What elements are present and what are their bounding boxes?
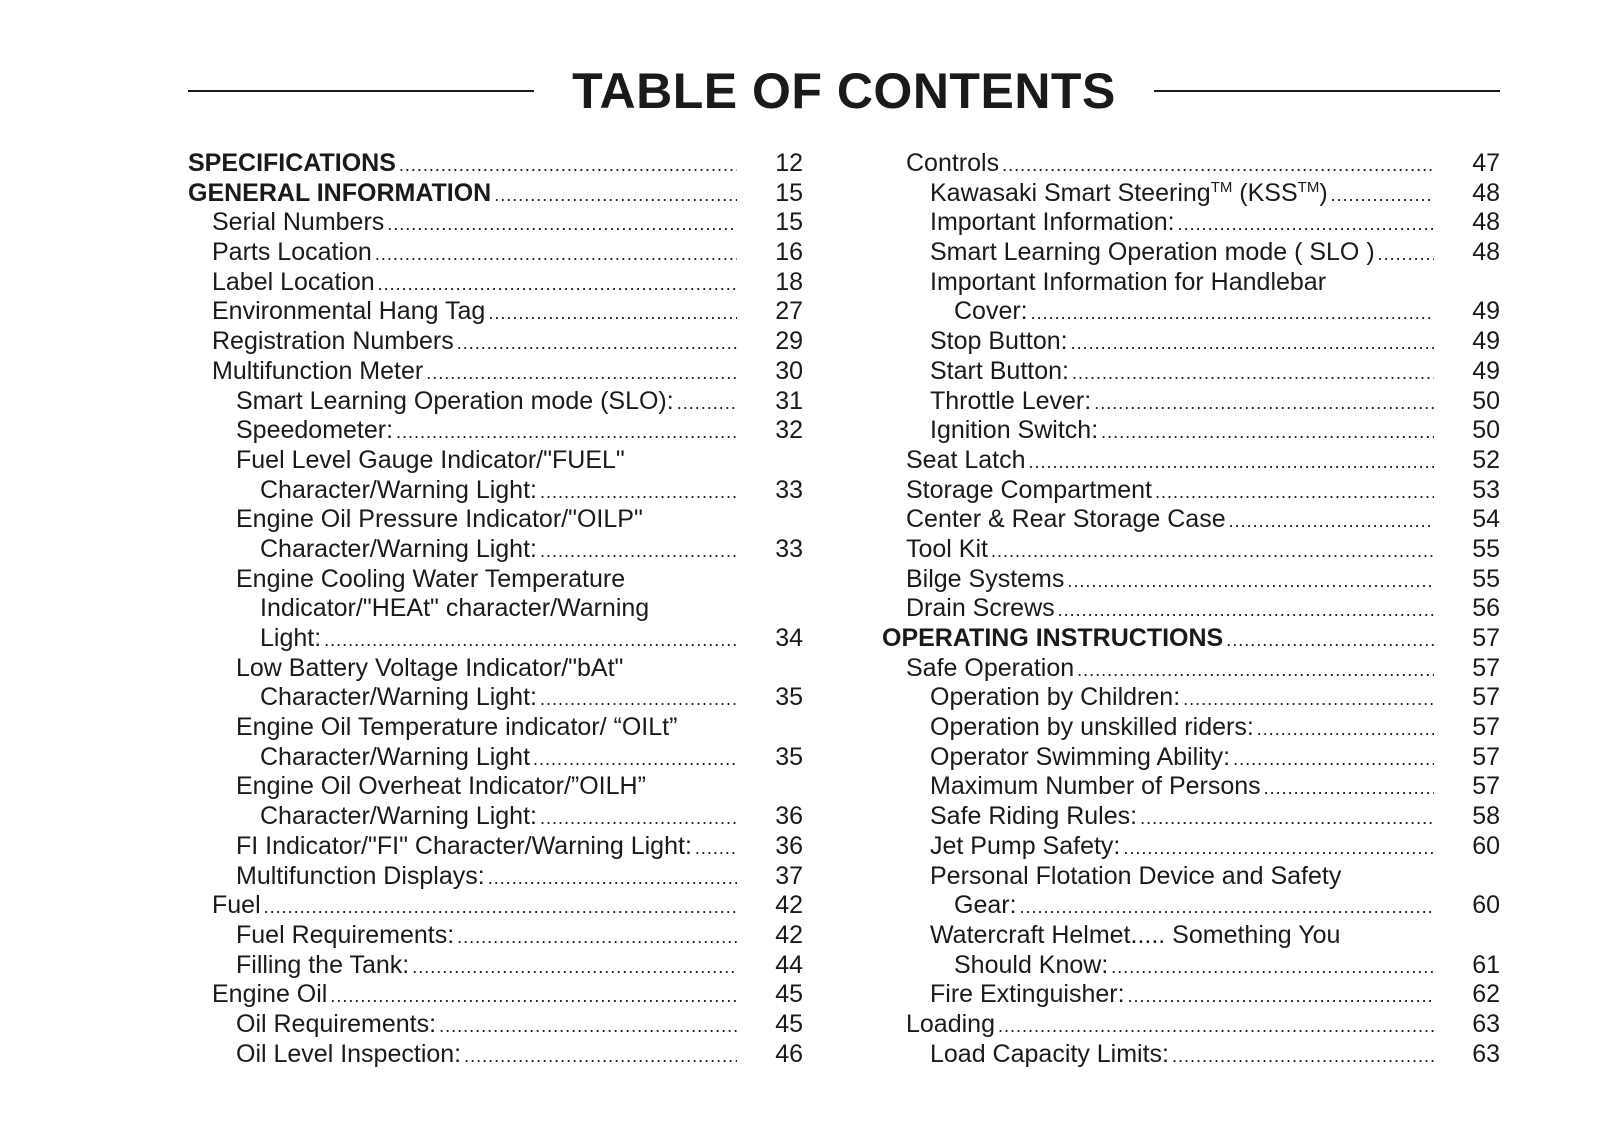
header-rule-right: [1154, 90, 1500, 92]
toc-page-number: 62: [1472, 980, 1500, 1009]
toc-entry[interactable]: [882, 238, 1500, 268]
toc-page-number: 57: [1472, 742, 1500, 771]
dot-leader: [1002, 151, 1434, 181]
header-rule-left: [188, 90, 534, 92]
toc-page-number: 33: [775, 534, 803, 563]
toc-entry-title: Engine Oil Pressure Indicator/"OILP": [236, 505, 643, 534]
toc-entry-title: Engine Cooling Water Temperature: [236, 564, 626, 593]
toc-entry-title: Character/Warning Light:: [260, 802, 537, 831]
dot-leader: [677, 389, 737, 419]
toc-page-number: 36: [775, 802, 803, 831]
toc-entry[interactable]: [882, 476, 1500, 506]
toc-entry-title: Character/Warning Light:: [260, 534, 537, 563]
toc-entry[interactable]: [882, 387, 1500, 417]
toc-entry[interactable]: [188, 654, 803, 684]
dot-leader: [1071, 329, 1434, 359]
toc-entry-title: Indicator/"HEAt" character/Warning: [260, 594, 650, 623]
toc-page-number: 49: [1472, 356, 1500, 385]
toc-entry[interactable]: [882, 654, 1500, 684]
toc-entry-title: Center & Rear Storage Case: [906, 505, 1226, 534]
dot-leader: [457, 329, 737, 359]
dot-leader: [1020, 893, 1434, 923]
toc-page-number: 48: [1472, 238, 1500, 267]
dot-leader: [1257, 715, 1434, 745]
toc-entry[interactable]: [188, 535, 803, 565]
dot-leader: [1140, 804, 1434, 834]
toc-entry[interactable]: [188, 565, 803, 595]
toc-entry-title: Bilge Systems: [906, 564, 1065, 593]
dot-leader: [396, 418, 737, 448]
dot-leader: [540, 804, 737, 834]
toc-entry[interactable]: [882, 862, 1500, 892]
toc-entry[interactable]: [188, 594, 803, 624]
toc-entry[interactable]: [882, 772, 1500, 802]
toc-entry[interactable]: [188, 802, 803, 832]
dot-leader: [1058, 596, 1434, 626]
toc-entry-title: Character/Warning Light:: [260, 475, 537, 504]
dot-leader: [375, 240, 737, 270]
toc-page-number: 30: [775, 356, 803, 385]
toc-page-number: 42: [775, 920, 803, 949]
dot-leader: [695, 834, 737, 864]
toc-entry[interactable]: [188, 980, 803, 1010]
toc-page-number: 34: [775, 624, 803, 652]
toc-page-number: 53: [1472, 475, 1500, 504]
toc-entry-title: Important Information for Handlebar: [930, 267, 1327, 296]
toc-entry[interactable]: [882, 297, 1500, 327]
toc-entry[interactable]: [882, 891, 1500, 921]
toc-entry-title: Character/Warning Light:: [260, 683, 537, 712]
toc-entry[interactable]: [188, 624, 803, 654]
toc-entry-title: Safe Riding Rules:: [930, 802, 1138, 831]
toc-entry[interactable]: [188, 268, 803, 298]
toc-entry[interactable]: [882, 535, 1500, 565]
toc-entry[interactable]: [188, 297, 803, 327]
toc-page-number: 18: [775, 267, 803, 296]
toc-entry-title: Oil Level Inspection:: [236, 1039, 462, 1068]
dot-leader: [1183, 685, 1434, 715]
toc-entry-title: Should Know:: [954, 950, 1109, 979]
dot-leader: [1178, 210, 1434, 240]
toc-entry-title: Smart Learning Operation mode (SLO):: [236, 386, 674, 415]
toc-entry[interactable]: [188, 832, 803, 862]
toc-page-number: 54: [1472, 505, 1500, 534]
toc-page-number: 48: [1472, 178, 1500, 207]
toc-entry[interactable]: [882, 357, 1500, 387]
toc-page-number: 49: [1472, 327, 1500, 356]
toc-entry-title: Fuel: [212, 891, 261, 920]
toc-entry[interactable]: [188, 505, 803, 535]
toc-entry-title: Drain Screws: [906, 594, 1055, 623]
dot-leader: [1067, 567, 1434, 597]
dot-leader: [1128, 982, 1434, 1012]
toc-entry[interactable]: [882, 921, 1500, 951]
toc-entry-title: Speedometer:: [236, 416, 394, 445]
toc-right-column: [882, 149, 1500, 1069]
toc-page-number: 61: [1472, 950, 1500, 979]
toc-entry-title: Low Battery Voltage Indicator/"bAt": [236, 653, 624, 682]
toc-entry-title: Controls: [906, 149, 1000, 177]
toc-page-number: 15: [775, 178, 803, 207]
toc-page-number: 42: [775, 891, 803, 920]
toc-entry-title: Multifunction Displays:: [236, 861, 485, 890]
toc-entry[interactable]: [188, 357, 803, 387]
toc-left-column: [188, 149, 803, 1069]
dot-leader: [1111, 953, 1434, 983]
toc-entry-title: Engine Oil Temperature indicator/ “OILt”: [236, 713, 678, 742]
toc-page-number: 50: [1472, 386, 1500, 415]
toc-page-number: 31: [775, 386, 803, 415]
toc-entry-title: Engine Oil Overheat Indicator/”OILH”: [236, 772, 646, 801]
dot-leader: [991, 537, 1434, 567]
toc-page-number: 56: [1472, 594, 1500, 623]
toc-entry-title: Throttle Lever:: [930, 386, 1092, 415]
toc-entry[interactable]: [882, 1040, 1500, 1070]
toc-entry[interactable]: [188, 476, 803, 506]
toc-page-number: 57: [1472, 653, 1500, 682]
dot-leader: [1172, 1042, 1434, 1072]
toc-page-number: 45: [775, 1009, 803, 1038]
dot-leader: [457, 923, 737, 953]
dot-leader: [494, 181, 737, 211]
toc-entry-title: Watercraft Helmet..... Something You: [930, 920, 1341, 949]
toc-entry-title: Fuel Level Gauge Indicator/"FUEL": [236, 445, 625, 474]
toc-page-number: 55: [1472, 534, 1500, 563]
dot-leader: [1072, 359, 1434, 389]
toc-entry-title: Ignition Switch:: [930, 416, 1099, 445]
toc-page-number: 57: [1472, 683, 1500, 712]
toc-entry-title: Jet Pump Safety:: [930, 831, 1121, 860]
toc-page-number: 33: [775, 475, 803, 504]
toc-entry[interactable]: [882, 149, 1500, 179]
toc-entry-title: Label Location: [212, 267, 375, 296]
toc-entry[interactable]: [188, 772, 803, 802]
toc-entry-title: Important Information:: [930, 208, 1175, 237]
dot-leader: [1155, 478, 1434, 508]
toc-entry[interactable]: [188, 208, 803, 238]
toc-entry-title: Safe Operation: [906, 653, 1075, 682]
toc-entry-title: Multifunction Meter: [212, 356, 424, 385]
toc-entry-title: Gear:: [954, 891, 1017, 920]
toc-entry[interactable]: [882, 594, 1500, 624]
dot-leader: [464, 1042, 737, 1072]
toc-entry-title: FI Indicator/"FI" Character/Warning Light:: [236, 831, 692, 860]
toc-entry-title: Kawasaki Smart Steering™ (KSS™): [930, 178, 1328, 207]
toc-entry-title: Engine Oil: [212, 980, 328, 1009]
toc-entry-title: Parts Location: [212, 238, 372, 267]
toc-page-number: 27: [775, 297, 803, 326]
dot-leader: [1077, 656, 1434, 686]
toc-page-number: 35: [775, 742, 803, 771]
toc-entry[interactable]: [882, 802, 1500, 832]
dot-leader: [488, 864, 737, 894]
toc-entry-title: Operation by Children:: [930, 683, 1181, 712]
toc-entry[interactable]: [188, 683, 803, 713]
toc-entry-title: GENERAL INFORMATION: [188, 178, 492, 207]
toc-entry-title: Operation by unskilled riders:: [930, 713, 1254, 742]
toc-page-number: 37: [775, 861, 803, 890]
toc-page-number: 29: [775, 327, 803, 356]
toc-entry[interactable]: [882, 565, 1500, 595]
toc-entry[interactable]: [882, 624, 1500, 654]
dot-leader: [264, 893, 737, 923]
toc-entry[interactable]: [188, 1010, 803, 1040]
toc-entry[interactable]: [882, 1010, 1500, 1040]
toc-entry[interactable]: [188, 951, 803, 981]
dot-leader: [540, 478, 737, 508]
dot-leader: [1101, 418, 1434, 448]
toc-page-number: 57: [1472, 772, 1500, 801]
toc-entry-title: Smart Learning Operation mode ( SLO ): [930, 238, 1375, 267]
toc-entry[interactable]: [882, 268, 1500, 298]
dot-leader: [1226, 626, 1434, 656]
toc-page-number: 60: [1472, 831, 1500, 860]
toc-page-number: 47: [1472, 149, 1500, 177]
dot-leader: [1029, 448, 1434, 478]
toc-page-number: 12: [775, 149, 803, 177]
toc-page-number: 16: [775, 238, 803, 267]
toc-entry-title: Environmental Hang Tag: [212, 297, 486, 326]
dot-leader: [1331, 181, 1434, 211]
toc-entry-title: Operator Swimming Ability:: [930, 742, 1231, 771]
toc-page-number: 63: [1472, 1039, 1500, 1068]
toc-entry[interactable]: [188, 238, 803, 268]
dot-leader: [1229, 507, 1434, 537]
dot-leader: [387, 210, 737, 240]
toc-entry-title: Storage Compartment: [906, 475, 1152, 504]
toc-entry[interactable]: [882, 327, 1500, 357]
dot-leader: [399, 151, 737, 181]
dot-leader: [330, 982, 737, 1012]
dot-leader: [1233, 745, 1434, 775]
toc-page-number: 15: [775, 208, 803, 237]
toc-page-number: 49: [1472, 297, 1500, 326]
dot-leader: [1031, 299, 1434, 329]
dot-leader: [488, 299, 737, 329]
toc-entry[interactable]: [188, 416, 803, 446]
trademark-superscript: TM: [1210, 178, 1233, 196]
toc-page-number: 60: [1472, 891, 1500, 920]
toc-page-number: 57: [1472, 624, 1500, 652]
toc-entry[interactable]: [882, 179, 1500, 209]
toc-entry[interactable]: [882, 505, 1500, 535]
toc-entry-title: Fuel Requirements:: [236, 920, 455, 949]
toc-entry[interactable]: [188, 149, 803, 179]
toc-entry[interactable]: [188, 891, 803, 921]
toc-entry-title: Loading: [906, 1009, 995, 1038]
toc-entry-title: Oil Requirements:: [236, 1009, 437, 1038]
toc-entry[interactable]: [188, 446, 803, 476]
dot-leader: [540, 537, 737, 567]
toc-entry[interactable]: [188, 862, 803, 892]
toc-entry-title: OPERATING INSTRUCTIONS: [882, 624, 1224, 652]
dot-leader: [1123, 834, 1434, 864]
toc-entry[interactable]: [882, 951, 1500, 981]
dot-leader: [1264, 774, 1434, 804]
toc-entry[interactable]: [188, 743, 803, 773]
toc-entry[interactable]: [882, 683, 1500, 713]
toc-entry-title: Serial Numbers: [212, 208, 385, 237]
toc-page-number: 55: [1472, 564, 1500, 593]
toc-page-number: 35: [775, 683, 803, 712]
toc-entry-title: Character/Warning Light: [260, 742, 531, 771]
dot-leader: [998, 1012, 1434, 1042]
toc-page-number: 63: [1472, 1009, 1500, 1038]
toc-entry[interactable]: [188, 1040, 803, 1070]
dot-leader: [533, 745, 737, 775]
toc-entry-title: Stop Button:: [930, 327, 1068, 356]
trademark-superscript: TM: [1297, 178, 1320, 196]
toc-entry[interactable]: [882, 416, 1500, 446]
toc-entry-title: SPECIFICATIONS: [188, 149, 396, 177]
toc-entry[interactable]: [882, 980, 1500, 1010]
toc-entry[interactable]: [188, 179, 803, 209]
dot-leader: [324, 626, 737, 656]
toc-header: [188, 62, 1500, 120]
toc-entry-title: Personal Flotation Device and Safety: [930, 861, 1342, 890]
dot-leader: [439, 1012, 737, 1042]
toc-entry-title: Registration Numbers: [212, 327, 454, 356]
toc-entry[interactable]: [188, 713, 803, 743]
dot-leader: [426, 359, 737, 389]
page-title: TABLE OF CONTENTS: [572, 63, 1116, 119]
toc-page-number: 32: [775, 416, 803, 445]
toc-entry[interactable]: [188, 921, 803, 951]
toc-entry-title: Load Capacity Limits:: [930, 1039, 1170, 1068]
toc-page-number: 48: [1472, 208, 1500, 237]
toc-entry-title: Cover:: [954, 297, 1028, 326]
toc-page-number: 57: [1472, 713, 1500, 742]
toc-page-number: 44: [775, 950, 803, 979]
toc-entry-title: Light:: [260, 624, 322, 652]
toc-entry[interactable]: [188, 387, 803, 417]
toc-entry-title: Start Button:: [930, 356, 1069, 385]
dot-leader: [378, 270, 737, 300]
toc-page-number: 52: [1472, 445, 1500, 474]
toc-entry-title: Maximum Number of Persons: [930, 772, 1261, 801]
toc-entry-title: Seat Latch: [906, 445, 1026, 474]
toc-page-number: 50: [1472, 416, 1500, 445]
dot-leader: [1094, 389, 1434, 419]
toc-page-number: 58: [1472, 802, 1500, 831]
dot-leader: [412, 953, 737, 983]
toc-entry[interactable]: [188, 327, 803, 357]
toc-page-number: 45: [775, 980, 803, 1009]
dot-leader: [1378, 240, 1434, 270]
toc-page-number: 36: [775, 831, 803, 860]
toc-entry[interactable]: [882, 713, 1500, 743]
toc-entry-title: Filling the Tank:: [236, 950, 410, 979]
toc-entry-title: Fire Extinguisher:: [930, 980, 1125, 1009]
toc-entry-title: Tool Kit: [906, 534, 988, 563]
toc-entry[interactable]: [882, 208, 1500, 238]
toc-page-number: 46: [775, 1039, 803, 1068]
toc-entry[interactable]: [882, 446, 1500, 476]
toc-entry[interactable]: [882, 743, 1500, 773]
toc-entry[interactable]: [882, 832, 1500, 862]
dot-leader: [540, 685, 737, 715]
